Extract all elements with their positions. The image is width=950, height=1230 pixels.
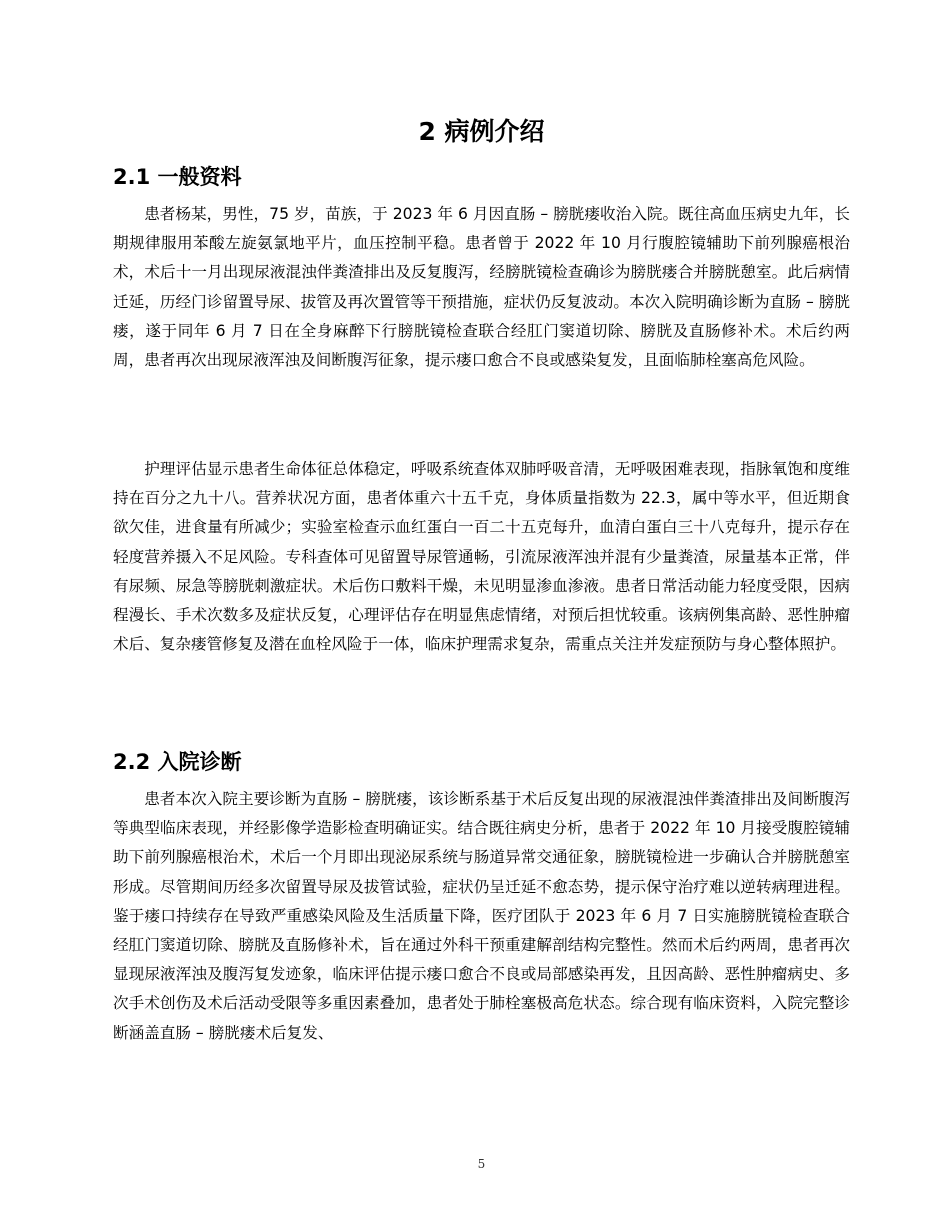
chapter-title: 2 病例介绍 (418, 117, 545, 146)
section-heading-general-info: 2.1 一般资料 (113, 165, 242, 189)
section-heading-admission-diagnosis: 2.2 入院诊断 (113, 750, 242, 774)
paragraph-nursing-assessment: 护理评估显示患者生命体征总体稳定，呼吸系统查体双肺呼吸音清，无呼吸困难表现，指脉氧饱和度维持在百分之九十八。营养状况方面，患者体重六十五千克，身体质量指数为 22.3，属中等水平，但近期食欲欠佳，进食量有所减少；实验室检查示血红蛋白一百二十五克每升，血清白蛋白三十八克每升，提示存在轻度营养摄入不足风险。专科查体可见留置导尿管通畅，引流尿液浑浊并混有少量粪渣，尿量基本正常，伴有尿频、尿急等膀胱刺激症状。术后伤口敷料干燥，未见明显渗血渗液。患者日常活动能力轻度受限，因病程漫长、手术次数多及症状反复，心理评估存在明显焦虑情绪，对预后担忧较重。该病例集高龄、恶性肿瘤术后、复杂瘘管修复及潜在血栓风险于一体，临床护理需求复杂，需重点关注并发症预防与身心整体照护。 (113, 460, 850, 654)
paragraph-patient-history: 患者杨某，男性，75 岁，苗族，于 2023 年 6 月因直肠 – 膀胱瘘收治入院。既往高血压病史九年，长期规律服用苯酸左旋氨氯地平片，血压控制平稳。患者曾于 2022 年 10 月行腹腔镜辅助下前列腺癌根治术，术后十一月出现尿液混浊伴粪渣排出及反复腹泻，经膀胱镜检查确诊为膀胱瘘合并膀胱憩室。此后病情迁延，历经门诊留置导尿、拔管及再次置管等干预措施，症状仍反复波动。本次入院明确诊断为直肠 – 膀胱瘘，遂于同年 6 月 7 日在全身麻醉下行膀胱镜检查联合经肛门窦道切除、膀胱及直肠修补术。术后约两周，患者再次出现尿液浑浊及间断腹泻征象，提示瘘口愈合不良或感染复发，且面临肺栓塞高危风险。 (113, 205, 850, 370)
paragraph-diagnosis: 患者本次入院主要诊断为直肠 – 膀胱瘘，该诊断系基于术后反复出现的尿液混浊伴粪渣排出及间断腹泻等典型临床表现，并经影像学造影检查明确证实。结合既往病史分析，患者于 2022 年 10 月接受腹腔镜辅助下前列腺癌根治术，术后一个月即出现泌尿系统与肠道异常交通征象，膀胱镜检进一步确认合并膀胱憩室形成。尽管期间历经多次留置导尿及拔管试验，症状仍呈迁延不愈态势，提示保守治疗难以逆转病理进程。鉴于瘘口持续存在导致严重感染风险及生活质量下降，医疗团队于 2023 年 6 月 7 日实施膀胱镜检查联合经肛门窦道切除、膀胱及直肠修补术，旨在通过外科干预重建解剖结构完整性。然而术后约两周，患者再次显现尿液浑浊及腹泻复发迹象，临床评估提示瘘口愈合不良或局部感染再发，且因高龄、恶性肿瘤病史、多次手术创伤及术后活动受限等多重因素叠加，患者处于肺栓塞极高危状态。综合现有临床资料，入院完整诊断涵盖直肠 – 膀胱瘘术后复发、 (113, 790, 850, 1042)
page-number: 5 (477, 1157, 486, 1171)
